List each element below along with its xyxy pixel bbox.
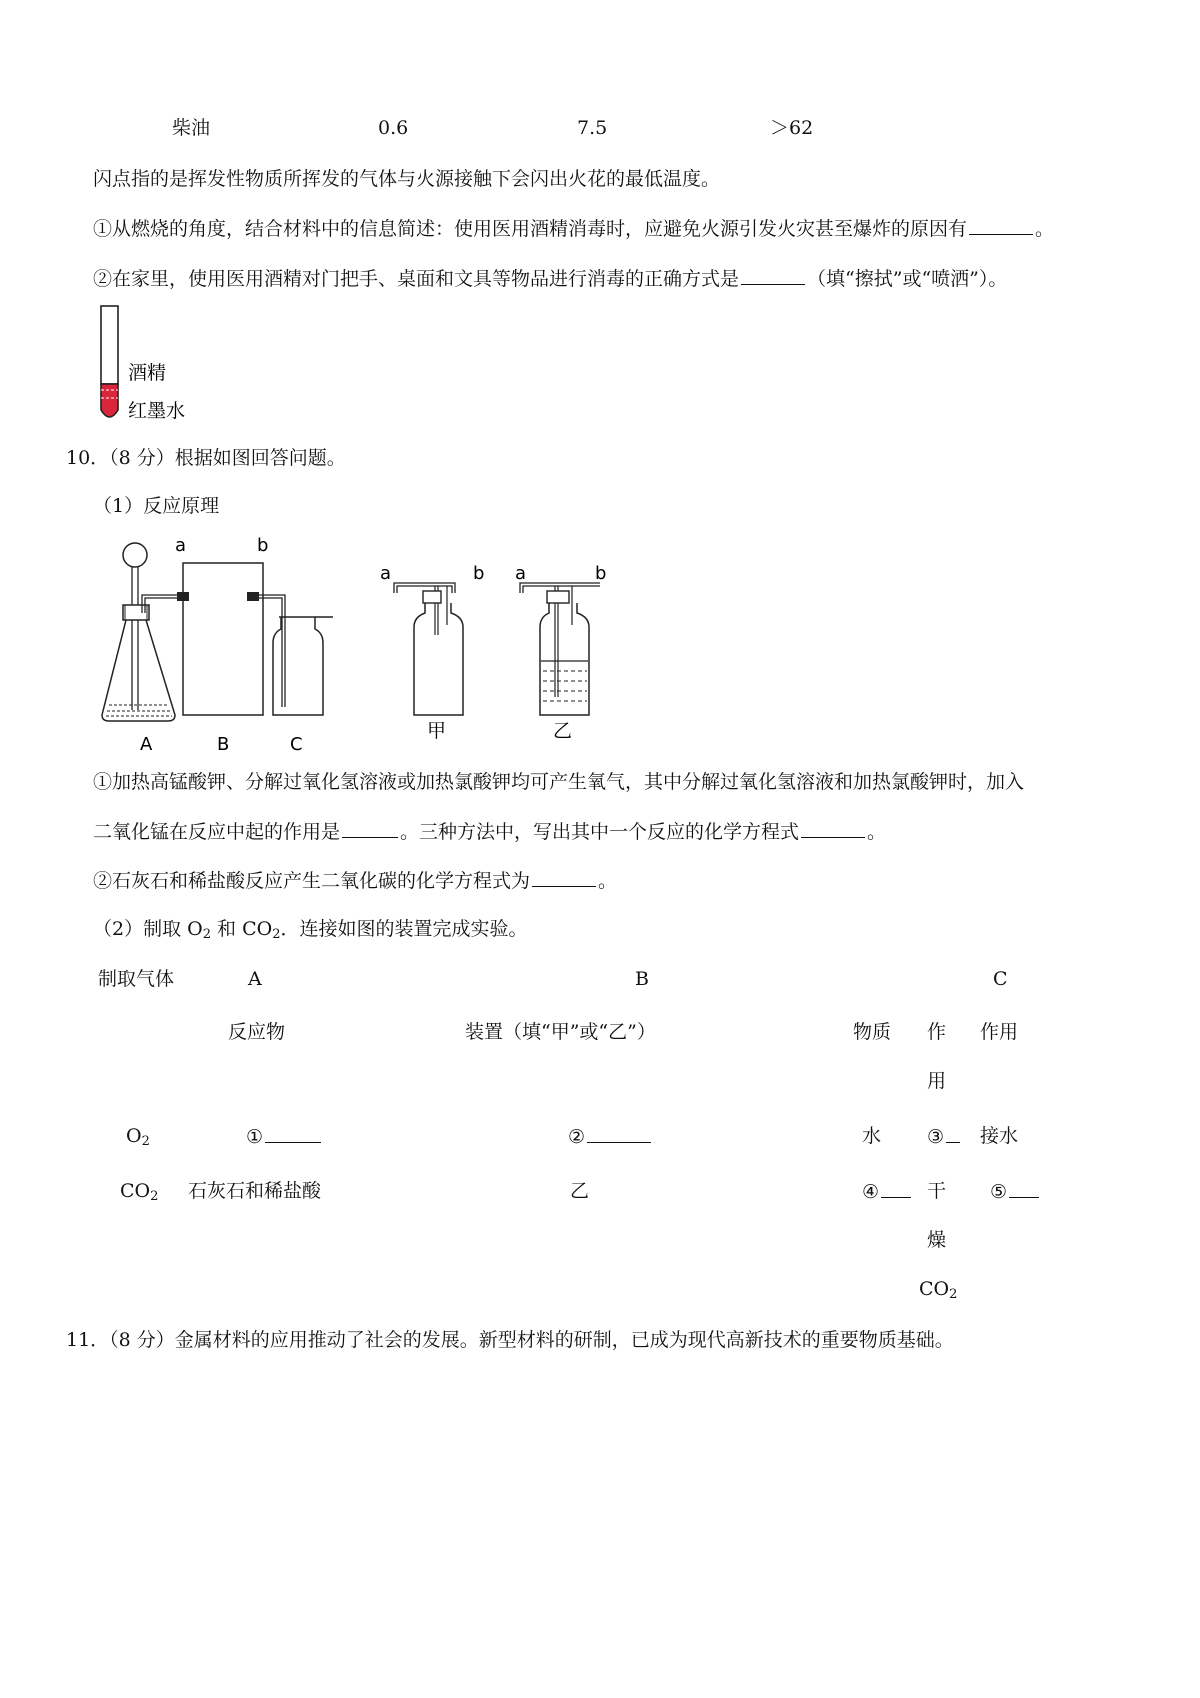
row1-gas <box>126 1124 150 1154</box>
row1-reactant-num: ① <box>246 1126 264 1148</box>
answer-blank[interactable] <box>801 819 865 838</box>
row2-action1-b: 燥 <box>927 1229 947 1251</box>
table-header-device: 装置（填“甲”或“乙”） <box>465 1021 656 1043</box>
q10-p2-line <box>93 868 617 893</box>
answer-blank[interactable] <box>1009 1179 1039 1198</box>
tube-label-red-ink: 红墨水 <box>128 400 186 422</box>
part2-title-b: 和 CO <box>211 918 273 940</box>
answer-blank[interactable] <box>946 1124 960 1143</box>
table-header-B: B <box>635 968 649 990</box>
q9-sub2 <box>93 266 1007 291</box>
row2-reactant: 石灰石和稀盐酸 <box>188 1180 322 1202</box>
q10-part1-title: （1）反应原理 <box>93 495 220 517</box>
apparatus-diagram <box>95 525 655 755</box>
q9-sub2-text: ②在家里，使用医用酒精对门把手、桌面和文具等物品进行消毒的正确方式是 <box>93 268 740 290</box>
q10-p1-line2-a: 二氧化锰在反应中起的作用是 <box>93 821 341 843</box>
row2-substance-num: ④ <box>862 1181 880 1203</box>
diagram-label-yi: 乙 <box>553 720 573 742</box>
part2-title-c: ．连接如图的装置完成实验。 <box>280 918 528 940</box>
diagram-label-b: b <box>257 535 269 556</box>
answer-blank[interactable] <box>881 1179 911 1198</box>
row2-gas-text: CO <box>120 1180 151 1202</box>
row2-action2 <box>990 1179 1041 1204</box>
q10-p1-line2-c: 。 <box>867 821 887 843</box>
table-header-action2: 作用 <box>980 1021 1019 1043</box>
q9-sub1-end: 。 <box>1035 218 1055 240</box>
subscript-2: 2 <box>150 1189 159 1204</box>
row2-action1-a: 干 <box>927 1180 947 1202</box>
q11-title: 11．（8 分）金属材料的应用推动了社会的发展。新型材料的研制，已成为现代高新技术的重要物质基础。 <box>66 1329 954 1351</box>
row1-device <box>568 1124 653 1149</box>
table-cell-name: 柴油 <box>172 117 211 139</box>
diagram-label-A: A <box>140 734 153 755</box>
row2-substance <box>862 1179 913 1204</box>
diagram-label-jia-b: b <box>473 563 485 584</box>
answer-blank[interactable] <box>587 1124 651 1143</box>
q10-p1-line2 <box>93 819 886 844</box>
diagram-label-yi-a: a <box>515 563 527 584</box>
q10-p2-end: 。 <box>598 870 618 892</box>
diagram-label-yi-b: b <box>595 563 607 584</box>
table-header-C: C <box>993 968 1008 990</box>
q10-part2-title <box>93 917 528 947</box>
row2-gas <box>120 1179 158 1209</box>
row1-action1-num: ③ <box>927 1126 945 1148</box>
diagram-label-B: B <box>217 734 230 755</box>
row2-action1-c <box>919 1277 957 1307</box>
diagram-label-C: C <box>290 734 303 755</box>
subscript-2: 2 <box>949 1287 958 1302</box>
q9-sub1-text: ①从燃烧的角度，结合材料中的信息简述：使用医用酒精消毒时，应避免火源引发火灾甚至爆炸的原因有 <box>93 218 968 240</box>
diagram-label-jia: 甲 <box>427 720 447 742</box>
answer-blank[interactable] <box>342 819 398 838</box>
answer-blank[interactable] <box>969 216 1033 235</box>
table-header-gas: 制取气体 <box>98 968 175 990</box>
table-cell-v2: 7.5 <box>577 117 608 139</box>
row1-substance: 水 <box>862 1125 882 1147</box>
answer-blank[interactable] <box>741 266 805 285</box>
subscript-2: 2 <box>272 927 281 942</box>
q10-title: 10．（8 分）根据如图回答问题。 <box>66 447 346 469</box>
subscript-2: 2 <box>202 927 211 942</box>
table-header-substance: 物质 <box>853 1021 892 1043</box>
row1-device-num: ② <box>568 1126 586 1148</box>
row2-device: 乙 <box>570 1180 590 1202</box>
table-header-reactant: 反应物 <box>228 1021 286 1043</box>
q10-p1-line2-b: 。三种方法中，写出其中一个反应的化学方程式 <box>400 821 800 843</box>
row2-action2-num: ⑤ <box>990 1181 1008 1203</box>
row2-action1-co: CO <box>919 1278 950 1300</box>
answer-blank[interactable] <box>532 868 596 887</box>
test-tube-figure <box>95 300 205 430</box>
table-header-action1-b: 用 <box>927 1070 947 1092</box>
flash-point-note: 闪点指的是挥发性物质所挥发的气体与火源接触下会闪出火花的最低温度。 <box>93 168 721 190</box>
answer-blank[interactable] <box>265 1124 321 1143</box>
table-cell-v1: 0.6 <box>378 117 409 139</box>
tube-label-alcohol: 酒精 <box>128 362 167 384</box>
table-header-A: A <box>248 968 262 990</box>
q9-sub2-end: （填“擦拭”或“喷洒”）。 <box>807 268 1008 290</box>
q9-sub1 <box>93 216 1054 241</box>
row1-gas-text: O <box>126 1125 142 1147</box>
table-header-action1-a: 作 <box>927 1021 947 1043</box>
row1-action2: 接水 <box>980 1125 1019 1147</box>
diagram-label-jia-a: a <box>380 563 392 584</box>
q10-p1-line1: ①加热高锰酸钾、分解过氧化氢溶液或加热氯酸钾均可产生氧气，其中分解过氧化氢溶液和加热氯酸钾时，加入 <box>93 771 1025 793</box>
q10-p2-text: ②石灰石和稀盐酸反应产生二氧化碳的化学方程式为 <box>93 870 531 892</box>
row1-reactant <box>246 1124 323 1149</box>
row1-action1 <box>927 1124 962 1149</box>
part2-title-a: （2）制取 O <box>93 918 203 940</box>
subscript-2: 2 <box>141 1134 150 1149</box>
diagram-label-a: a <box>175 535 187 556</box>
table-cell-v3: ＞62 <box>770 117 814 139</box>
